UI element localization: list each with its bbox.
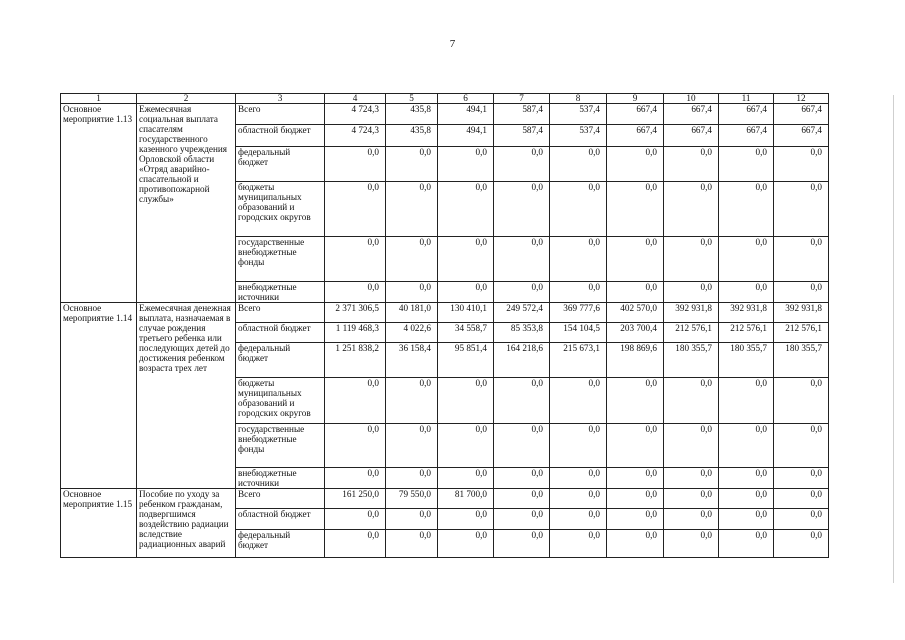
budget-table (60, 93, 829, 558)
amount-cell: 95 851,4 (438, 343, 494, 378)
amount-cell: 667,4 (719, 125, 774, 147)
amount-cell: 0,0 (550, 182, 607, 237)
funding-source-cell: Всего (236, 104, 325, 125)
amount-cell: 0,0 (550, 378, 607, 424)
amount-cell: 0,0 (494, 282, 550, 303)
amount-cell: 0,0 (550, 424, 607, 468)
amount-cell: 0,0 (494, 468, 550, 489)
page-number: 7 (449, 38, 456, 50)
amount-cell: 0,0 (550, 282, 607, 303)
funding-source-cell: Всего (236, 489, 325, 509)
amount-cell: 667,4 (774, 125, 829, 147)
amount-cell: 1 251 838,2 (325, 343, 386, 378)
amount-cell: 0,0 (325, 468, 386, 489)
amount-cell: 0,0 (438, 147, 494, 182)
amount-cell: 435,8 (386, 104, 438, 125)
amount-cell: 435,8 (386, 125, 438, 147)
amount-cell: 0,0 (494, 182, 550, 237)
amount-cell: 0,0 (774, 468, 829, 489)
amount-cell: 0,0 (494, 530, 550, 558)
amount-cell: 537,4 (550, 125, 607, 147)
amount-cell: 0,0 (607, 530, 664, 558)
amount-cell: 0,0 (774, 530, 829, 558)
scan-edge-line (893, 95, 894, 583)
amount-cell: 215 673,1 (550, 343, 607, 378)
amount-cell: 0,0 (550, 530, 607, 558)
amount-cell: 0,0 (386, 378, 438, 424)
event-description-cell: Ежемесячная социальная выплата спасателям государственного казенного учреждения Орловской области «Отряд аварийно-спасательной и противопожарной службы» (137, 104, 236, 303)
amount-cell: 0,0 (386, 282, 438, 303)
amount-cell: 154 104,5 (550, 323, 607, 343)
amount-cell: 494,1 (438, 125, 494, 147)
amount-cell: 0,0 (438, 509, 494, 530)
amount-cell: 0,0 (550, 147, 607, 182)
funding-source-cell: федеральный бюджет (236, 530, 325, 558)
amount-cell: 0,0 (607, 182, 664, 237)
amount-cell: 0,0 (607, 378, 664, 424)
amount-cell: 0,0 (386, 424, 438, 468)
amount-cell: 0,0 (774, 182, 829, 237)
amount-cell: 0,0 (607, 424, 664, 468)
amount-cell: 2 371 306,5 (325, 303, 386, 323)
amount-cell: 0,0 (494, 378, 550, 424)
amount-cell: 0,0 (494, 147, 550, 182)
amount-cell: 537,4 (550, 104, 607, 125)
amount-cell: 0,0 (774, 489, 829, 509)
amount-cell: 79 550,0 (386, 489, 438, 509)
event-name-cell: Основное мероприятие 1.14 (61, 303, 137, 489)
amount-cell: 0,0 (719, 530, 774, 558)
amount-cell: 0,0 (719, 282, 774, 303)
amount-cell: 0,0 (438, 424, 494, 468)
amount-cell: 0,0 (774, 424, 829, 468)
amount-cell: 0,0 (438, 282, 494, 303)
amount-cell: 0,0 (719, 424, 774, 468)
funding-source-cell: внебюджетные источники (236, 468, 325, 489)
table-row (61, 104, 829, 125)
header-cell: 3 (236, 94, 325, 104)
amount-cell: 0,0 (774, 378, 829, 424)
amount-cell: 369 777,6 (550, 303, 607, 323)
amount-cell: 0,0 (325, 182, 386, 237)
amount-cell: 0,0 (607, 509, 664, 530)
header-cell: 5 (386, 94, 438, 104)
header-cell: 10 (664, 94, 719, 104)
amount-cell: 667,4 (607, 125, 664, 147)
amount-cell: 81 700,0 (438, 489, 494, 509)
amount-cell: 1 119 468,3 (325, 323, 386, 343)
amount-cell: 494,1 (438, 104, 494, 125)
header-cell: 8 (550, 94, 607, 104)
amount-cell: 392 931,8 (719, 303, 774, 323)
amount-cell: 180 355,7 (664, 343, 719, 378)
funding-source-cell: областной бюджет (236, 509, 325, 530)
amount-cell: 180 355,7 (774, 343, 829, 378)
amount-cell: 0,0 (386, 509, 438, 530)
amount-cell: 392 931,8 (664, 303, 719, 323)
table-row (61, 303, 829, 323)
header-cell: 4 (325, 94, 386, 104)
amount-cell: 0,0 (664, 182, 719, 237)
header-row (61, 94, 829, 104)
amount-cell: 0,0 (719, 468, 774, 489)
amount-cell: 130 410,1 (438, 303, 494, 323)
amount-cell: 0,0 (664, 237, 719, 282)
header-cell: 12 (774, 94, 829, 104)
amount-cell: 587,4 (494, 125, 550, 147)
amount-cell: 36 158,4 (386, 343, 438, 378)
amount-cell: 0,0 (438, 182, 494, 237)
amount-cell: 0,0 (438, 468, 494, 489)
amount-cell: 0,0 (325, 530, 386, 558)
amount-cell: 0,0 (719, 378, 774, 424)
amount-cell: 0,0 (774, 282, 829, 303)
amount-cell: 212 576,1 (664, 323, 719, 343)
funding-source-cell: федеральный бюджет (236, 147, 325, 182)
amount-cell: 0,0 (607, 468, 664, 489)
amount-cell: 0,0 (719, 182, 774, 237)
amount-cell: 212 576,1 (774, 323, 829, 343)
amount-cell: 0,0 (494, 237, 550, 282)
header-cell: 1 (61, 94, 137, 104)
funding-source-cell: бюджеты муниципальных образований и городских округов (236, 378, 325, 424)
amount-cell: 0,0 (386, 237, 438, 282)
amount-cell: 0,0 (494, 424, 550, 468)
amount-cell: 0,0 (550, 489, 607, 509)
amount-cell: 203 700,4 (607, 323, 664, 343)
funding-source-cell: областной бюджет (236, 125, 325, 147)
amount-cell: 0,0 (719, 237, 774, 282)
amount-cell: 0,0 (607, 147, 664, 182)
amount-cell: 0,0 (664, 424, 719, 468)
amount-cell: 0,0 (550, 468, 607, 489)
amount-cell: 402 570,0 (607, 303, 664, 323)
amount-cell: 0,0 (719, 509, 774, 530)
amount-cell: 34 558,7 (438, 323, 494, 343)
amount-cell: 0,0 (664, 530, 719, 558)
amount-cell: 0,0 (664, 147, 719, 182)
amount-cell: 164 218,6 (494, 343, 550, 378)
event-description-cell: Ежемесячная денежная выплата, назначаемая в случае рождения третьего ребенка или последующих детей до достижения ребенком возраста трех лет (137, 303, 236, 489)
amount-cell: 667,4 (664, 104, 719, 125)
amount-cell: 667,4 (607, 104, 664, 125)
header-cell: 6 (438, 94, 494, 104)
amount-cell: 249 572,4 (494, 303, 550, 323)
amount-cell: 0,0 (325, 424, 386, 468)
amount-cell: 0,0 (664, 489, 719, 509)
amount-cell: 0,0 (774, 237, 829, 282)
amount-cell: 0,0 (325, 509, 386, 530)
amount-cell: 667,4 (719, 104, 774, 125)
amount-cell: 0,0 (494, 509, 550, 530)
amount-cell: 0,0 (664, 378, 719, 424)
amount-cell: 0,0 (386, 182, 438, 237)
funding-source-cell: государственные внебюджетные фонды (236, 237, 325, 282)
amount-cell: 0,0 (607, 489, 664, 509)
amount-cell: 0,0 (386, 147, 438, 182)
amount-cell: 0,0 (386, 530, 438, 558)
amount-cell: 0,0 (719, 489, 774, 509)
amount-cell: 0,0 (325, 282, 386, 303)
amount-cell: 161 250,0 (325, 489, 386, 509)
amount-cell: 667,4 (774, 104, 829, 125)
amount-cell: 0,0 (325, 147, 386, 182)
amount-cell: 4 724,3 (325, 104, 386, 125)
amount-cell: 0,0 (719, 147, 774, 182)
event-name-cell: Основное мероприятие 1.15 (61, 489, 137, 558)
amount-cell: 0,0 (774, 509, 829, 530)
amount-cell: 0,0 (386, 468, 438, 489)
funding-source-cell: внебюджетные источники (236, 282, 325, 303)
funding-source-cell: Всего (236, 303, 325, 323)
amount-cell: 0,0 (438, 378, 494, 424)
amount-cell: 0,0 (664, 509, 719, 530)
amount-cell: 212 576,1 (719, 323, 774, 343)
amount-cell: 180 355,7 (719, 343, 774, 378)
amount-cell: 4 724,3 (325, 125, 386, 147)
event-description-cell: Пособие по уходу за ребенком гражданам, подвергшимся воздействию радиации вследствие радиационных аварий (137, 489, 236, 558)
amount-cell: 667,4 (664, 125, 719, 147)
table-row (61, 489, 829, 509)
amount-cell: 0,0 (550, 237, 607, 282)
amount-cell: 0,0 (438, 530, 494, 558)
amount-cell: 198 869,6 (607, 343, 664, 378)
funding-source-cell: бюджеты муниципальных образований и городских округов (236, 182, 325, 237)
amount-cell: 392 931,8 (774, 303, 829, 323)
funding-source-cell: государственные внебюджетные фонды (236, 424, 325, 468)
event-name-cell: Основное мероприятие 1.13 (61, 104, 137, 303)
amount-cell: 85 353,8 (494, 323, 550, 343)
amount-cell: 0,0 (664, 468, 719, 489)
amount-cell: 0,0 (607, 282, 664, 303)
header-cell: 7 (494, 94, 550, 104)
funding-source-cell: федеральный бюджет (236, 343, 325, 378)
amount-cell: 0,0 (325, 237, 386, 282)
amount-cell: 587,4 (494, 104, 550, 125)
amount-cell: 0,0 (607, 237, 664, 282)
amount-cell: 0,0 (325, 378, 386, 424)
amount-cell: 4 022,6 (386, 323, 438, 343)
header-cell: 9 (607, 94, 664, 104)
amount-cell: 0,0 (494, 489, 550, 509)
header-cell: 11 (719, 94, 774, 104)
amount-cell: 40 181,0 (386, 303, 438, 323)
amount-cell: 0,0 (664, 282, 719, 303)
amount-cell: 0,0 (774, 147, 829, 182)
amount-cell: 0,0 (550, 509, 607, 530)
funding-source-cell: областной бюджет (236, 323, 325, 343)
header-cell: 2 (137, 94, 236, 104)
amount-cell: 0,0 (438, 237, 494, 282)
